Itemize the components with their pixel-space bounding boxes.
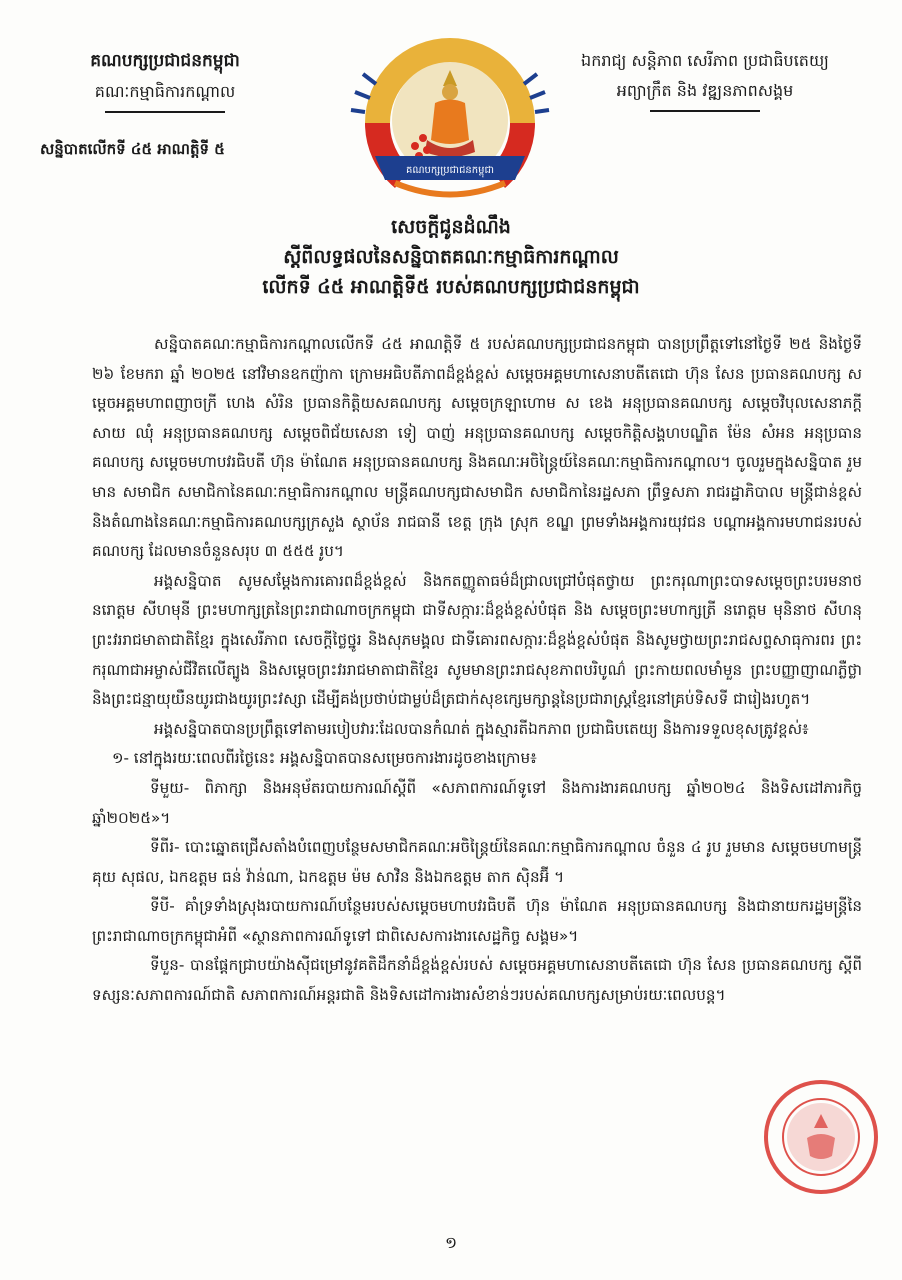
emblem-banner-text: គណបក្សប្រជាជនកម្ពុជា <box>406 165 494 176</box>
header-rule-left <box>105 111 225 113</box>
sub-item-4: ទីបួន- បានផ្តែកជ្រាបយ៉ាងស៊ីជម្រៅនូវគតិដឹកនាំដ៏ខ្ពង់ខ្ពស់របស់ សម្តេចអគ្គមហាសេនាបតីតេជោ ហ៊ុន សែន ប្រធានគណបក្ស ស្តីពីទស្សនៈសភាពការណ៍ជាតិ សភាពការណ៍អន្តរជាតិ និងទិសដៅការងារសំខាន់ៗរបស់គណបក្សសម្រាប់រយៈពេលបន្ត។ <box>92 956 862 1005</box>
paragraph-2: អង្គសន្និបាត សូមសម្តែងការគោរពដ៏ខ្ពង់ខ្ពស់ និងកតញ្ញូតាធម៌ដ៏ជ្រាលជ្រៅបំផុតថ្វាយ ព្រះករុណាព្រះបាទសម្តេចព្រះបរមនាថ នរោត្តម សីហមុនី ព្រះមហាក្សត្រនៃព្រះរាជាណាចក្រកម្ពុជា ជាទីសក្ការៈដ៏ខ្ពង់ខ្ពស់បំផុត និង សម្តេចព្រះមហាក្សត្រី នរោត្តម មុនិនាថ សីហនុ ព្រះវររាជមាតាជាតិខ្មែរ ក្នុងសេរីភាព សេចក្តីថ្លៃថ្នូរ និងសុភមង្គល ជាទីគោរពសក្ការៈដ៏ខ្ពង់ខ្ពស់បំផុត និងសូមថ្វាយព្រះរាជសព្ទសាធុការពរ ព្រះករុណាជាអម្ចាស់ជីវិតលើត្បូង និងសម្តេចព្រះវររាជមាតាជាតិខ្មែរ សូមមានព្រះរាជសុខភាពបរិបូណ៌ ព្រះកាយពលមាំមួន ព្រះបញ្ញាញាណភ្លឺថ្លា និងព្រះជន្មាយុយឺនយូរជាងយូរព្រះវស្សា ដើម្បីគង់ប្រថាប់ជាម្លប់ដ៏ត្រជាក់សុខក្សេមក្សាន្តនៃប្រជារាស្ត្រខ្មែរនៅគ្រប់ទិសទី ជារៀងរហូត។ <box>92 571 862 709</box>
sub-item-1: ទីមួយ- ពិភាក្សា និងអនុម័តរបាយការណ៍ស្តីពី «សភាពការណ៍ទូទៅ និងការងារគណបក្ស ឆ្នាំ២០២៤ និងទិសដៅភារកិច្ច ឆ្នាំ២០២៥»។ <box>92 778 862 827</box>
header-rule-right <box>650 110 760 112</box>
cpp-party-emblem-icon <box>335 28 565 208</box>
paragraph-3: អង្គសន្និបាតបានប្រព្រឹត្តទៅតាមរបៀបវារៈដែលបានកំណត់ ក្នុងស្មារតីឯកភាព ប្រជាធិបតេយ្យ និងការទទួលខុសត្រូវខ្ពស់៖ <box>154 719 809 738</box>
emblem-gear-arc <box>395 183 505 195</box>
motto-line-2: អព្យាក្រឹត និង វឌ្ឍនភាពសង្គម <box>616 81 794 100</box>
party-seal-stamp-icon <box>762 1078 880 1196</box>
paragraph-1: សន្និបាតគណៈកម្មាធិការកណ្តាលលើកទី ៤៥ អាណត្តិទី ៥ របស់គណបក្សប្រជាជនកម្ពុជា បានប្រព្រឹត្តទៅនៅថ្ងៃទី ២៥ និងថ្ងៃទី ២៦ ខែមករា ឆ្នាំ ២០២៥ នៅវិមានឧកញ៉ាកា ក្រោមអធិបតីភាពដ៏ខ្ពង់ខ្ពស់ សម្តេចអគ្គមហាសេនាបតីតេជោ ហ៊ុន សែន ប្រធានគណបក្ស សម្តេចអគ្គមហាពញាចក្រី ហេង សំរិន ប្រធានកិត្តិយសគណបក្ស សម្តេចក្រឡាហោម ស ខេង អនុប្រធានគណបក្ស សម្តេចវិបុលសេនាភក្តី សាយ ឈុំ អនុប្រធានគណបក្ស សម្តេចពិជ័យសេនា ទៀ បាញ់ អនុប្រធានគណបក្ស សម្តេចកិត្តិសង្គហបណ្ឌិត ម៉ែន សំអន អនុប្រធានគណបក្ស សម្តេចមហាបវរធិបតី ហ៊ុន ម៉ាណែត អនុប្រធានគណបក្ស និងគណៈអចិន្ត្រៃយ៍នៃគណៈកម្មាធិការកណ្តាល។ ចូលរួមក្នុងសន្និបាត រួមមាន សមាជិក សមាជិកានៃគណៈកម្មាធិការកណ្តាល មន្ត្រីគណបក្សជាសមាជិក សមាជិកានៃរដ្ឋសភា ព្រឹទ្ធសភា រាជរដ្ឋាភិបាល មន្ត្រីជាន់ខ្ពស់ និងតំណាងនៃគណៈកម្មាធិការគណបក្សក្រសួង ស្ថាប័ន រាជធានី ខេត្ត ក្រុង ស្រុក ខណ្ឌ ព្រមទាំងអង្គការយុវជន បណ្តាអង្គការមហាជនរបស់គណបក្ស ដែលមានចំនួនសរុប ៣ ៥៥៥ រូប។ <box>92 335 862 561</box>
party-name: គណបក្សប្រជាជនកម្ពុជា <box>90 51 240 71</box>
page-number: ១ <box>444 1233 458 1252</box>
title-line-3: លើកទី ៤៥ អាណត្តិទី៥ របស់គណបក្សប្រជាជនកម្ពុជា <box>262 276 640 298</box>
document-title <box>80 212 822 302</box>
party-header <box>40 50 290 113</box>
motto-line-1: ឯករាជ្យ សន្តិភាព សេរីភាព ប្រជាធិបតេយ្យ <box>581 51 829 70</box>
list-item-1: ១- នៅក្នុងរយៈពេលពីរថ្ងៃនេះ អង្គសន្និបាតបានសម្រេចការងារដូចខាងក្រោម៖ <box>112 749 537 768</box>
title-line-2: ស្តីពីលទ្ធផលនៃសន្និបាតគណៈកម្មាធិការកណ្តាល <box>283 246 619 268</box>
document-body <box>92 330 862 1011</box>
sub-item-3: ទីបី- គាំទ្រទាំងស្រុងរបាយការណ៍បន្ថែមរបស់សម្តេចមហាបវរធិបតី ហ៊ុន ម៉ាណែត អនុប្រធានគណបក្ស និងជានាយករដ្ឋមន្ត្រីនៃព្រះរាជាណាចក្រកម្ពុជាអំពី «ស្ថានភាពការណ៍ទូទៅ ជាពិសេសការងារសេដ្ឋកិច្ច សង្គម»។ <box>92 897 862 945</box>
sub-item-2: ទីពីរ- បោះឆ្នោតជ្រើសតាំងបំពេញបន្ថែមសមាជិកគណៈអចិន្ត្រៃយ៍នៃគណៈកម្មាធិការកណ្តាល ចំនួន ៤ រូប រួមមាន សម្តេចមហាមន្ត្រី គុយ សុផល, ឯកឧត្តម ធន់ វ៉ាន់ណា, ឯកឧត្តម ម៉ម សាវិន និងឯកឧត្តម តាក ស៊ិនអ៊ី ។ <box>92 838 862 886</box>
session-line: សន្និបាតលើកទី ៤៥ អាណត្តិទី ៥ <box>40 140 225 158</box>
title-line-1: សេចក្តីជូនដំណឹង <box>391 216 511 238</box>
national-motto <box>545 50 865 112</box>
committee-name: គណៈកម្មាធិការកណ្តាល <box>94 82 236 101</box>
